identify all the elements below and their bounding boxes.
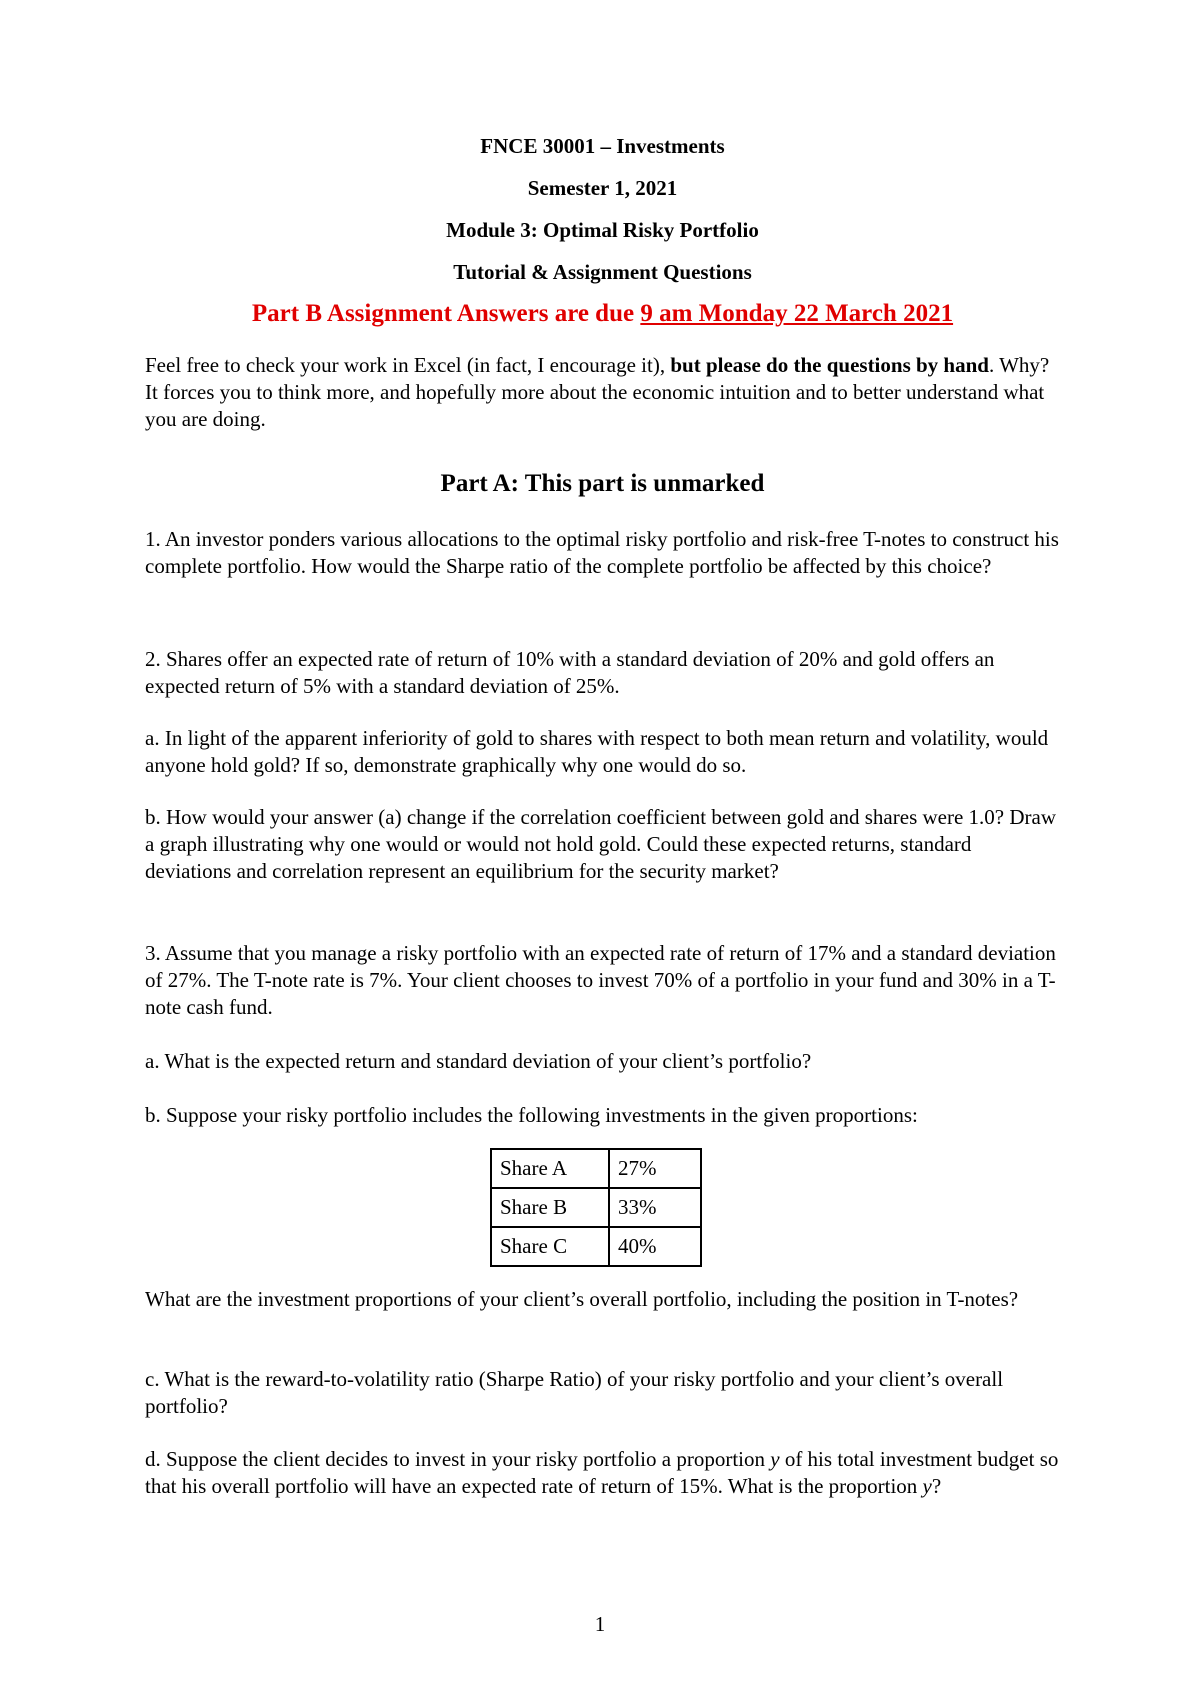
share-name: Share C (491, 1227, 609, 1266)
question-2: 2. Shares offer an expected rate of return of 10% with a standard deviation of 20% and gold offers an expected return of 5% with a standard deviation of 25%. (145, 647, 995, 698)
table-row (491, 1227, 701, 1266)
question-3b-followup: What are the investment proportions of your client’s overall portfolio, including the position in T-notes? (145, 1287, 1019, 1311)
intro-paragraph (145, 352, 1060, 433)
question-3c: c. What is the reward-to-volatility ratio (Sharpe Ratio) of your risky portfolio and your client’s overall portfolio? (145, 1367, 1004, 1418)
table-row (491, 1149, 701, 1188)
intro-text-2: . Why? It forces you to think more, and hopefully more about the economic intuition and to better understand what you are doing. (145, 353, 1050, 431)
question-3b: b. Suppose your risky portfolio includes the following investments in the given proportions: (145, 1103, 918, 1127)
share-proportion: 33% (609, 1188, 701, 1227)
q3d-text-3: ? (931, 1474, 942, 1498)
part-a-heading: Part A: This part is unmarked (440, 470, 765, 497)
q3d-text-1: d. Suppose the client decides to invest in your risky portfolio a proportion (145, 1447, 771, 1471)
due-prefix: Part B Assignment Answers are due (251, 300, 641, 327)
due-date: 9 am Monday 22 March 2021 (640, 300, 954, 327)
share-name: Share B (491, 1188, 609, 1227)
q3d-text-2: of his total investment budget so that his overall portfolio will have an expected rate of return of 15%. What is the proportion (145, 1447, 1059, 1498)
semester-title: Semester 1, 2021 (527, 176, 678, 200)
q3d-variable: y (922, 1474, 932, 1498)
intro-bold: but please do the questions by hand (670, 353, 989, 377)
page-number: 1 (594, 1612, 606, 1636)
question-2a: a. In light of the apparent inferiority of gold to shares with respect to both mean return and volatility, would anyone hold gold? If so, demonstrate graphically why one would do so. (145, 726, 1049, 777)
course-title: FNCE 30001 – Investments (480, 134, 725, 158)
question-3d (145, 1446, 1060, 1500)
question-1: 1. An investor ponders various allocations to the optimal risky portfolio and risk-free T-notes to construct his complete portfolio. How would the Sharpe ratio of the complete portfolio be affected by this choice? (145, 527, 1059, 578)
share-proportion: 40% (609, 1227, 701, 1266)
share-proportion: 27% (609, 1149, 701, 1188)
intro-text-1: Feel free to check your work in Excel (in fact, I encourage it), (145, 353, 671, 377)
question-3: 3. Assume that you manage a risky portfolio with an expected rate of return of 17% and a standard deviation of 27%. The T-note rate is 7%. Your client chooses to invest 70% of a portfolio in your fund and 30% in a T-note cash fund. (145, 941, 1056, 1019)
table-row (491, 1188, 701, 1227)
share-name: Share A (491, 1149, 609, 1188)
question-2b: b. How would your answer (a) change if the correlation coefficient between gold and shares were 1.0? Draw a graph illustrating why one would or would not hold gold. Could these expected returns, standard deviations and correlation represent an equilibrium for the security market? (145, 805, 1057, 883)
subtitle: Tutorial & Assignment Questions (453, 260, 752, 284)
question-3a: a. What is the expected return and standard deviation of your client’s portfolio? (145, 1049, 812, 1073)
shares-table (490, 1148, 702, 1267)
module-title: Module 3: Optimal Risky Portfolio (446, 218, 759, 242)
due-notice (145, 300, 1060, 328)
q3d-variable: y (770, 1447, 780, 1471)
